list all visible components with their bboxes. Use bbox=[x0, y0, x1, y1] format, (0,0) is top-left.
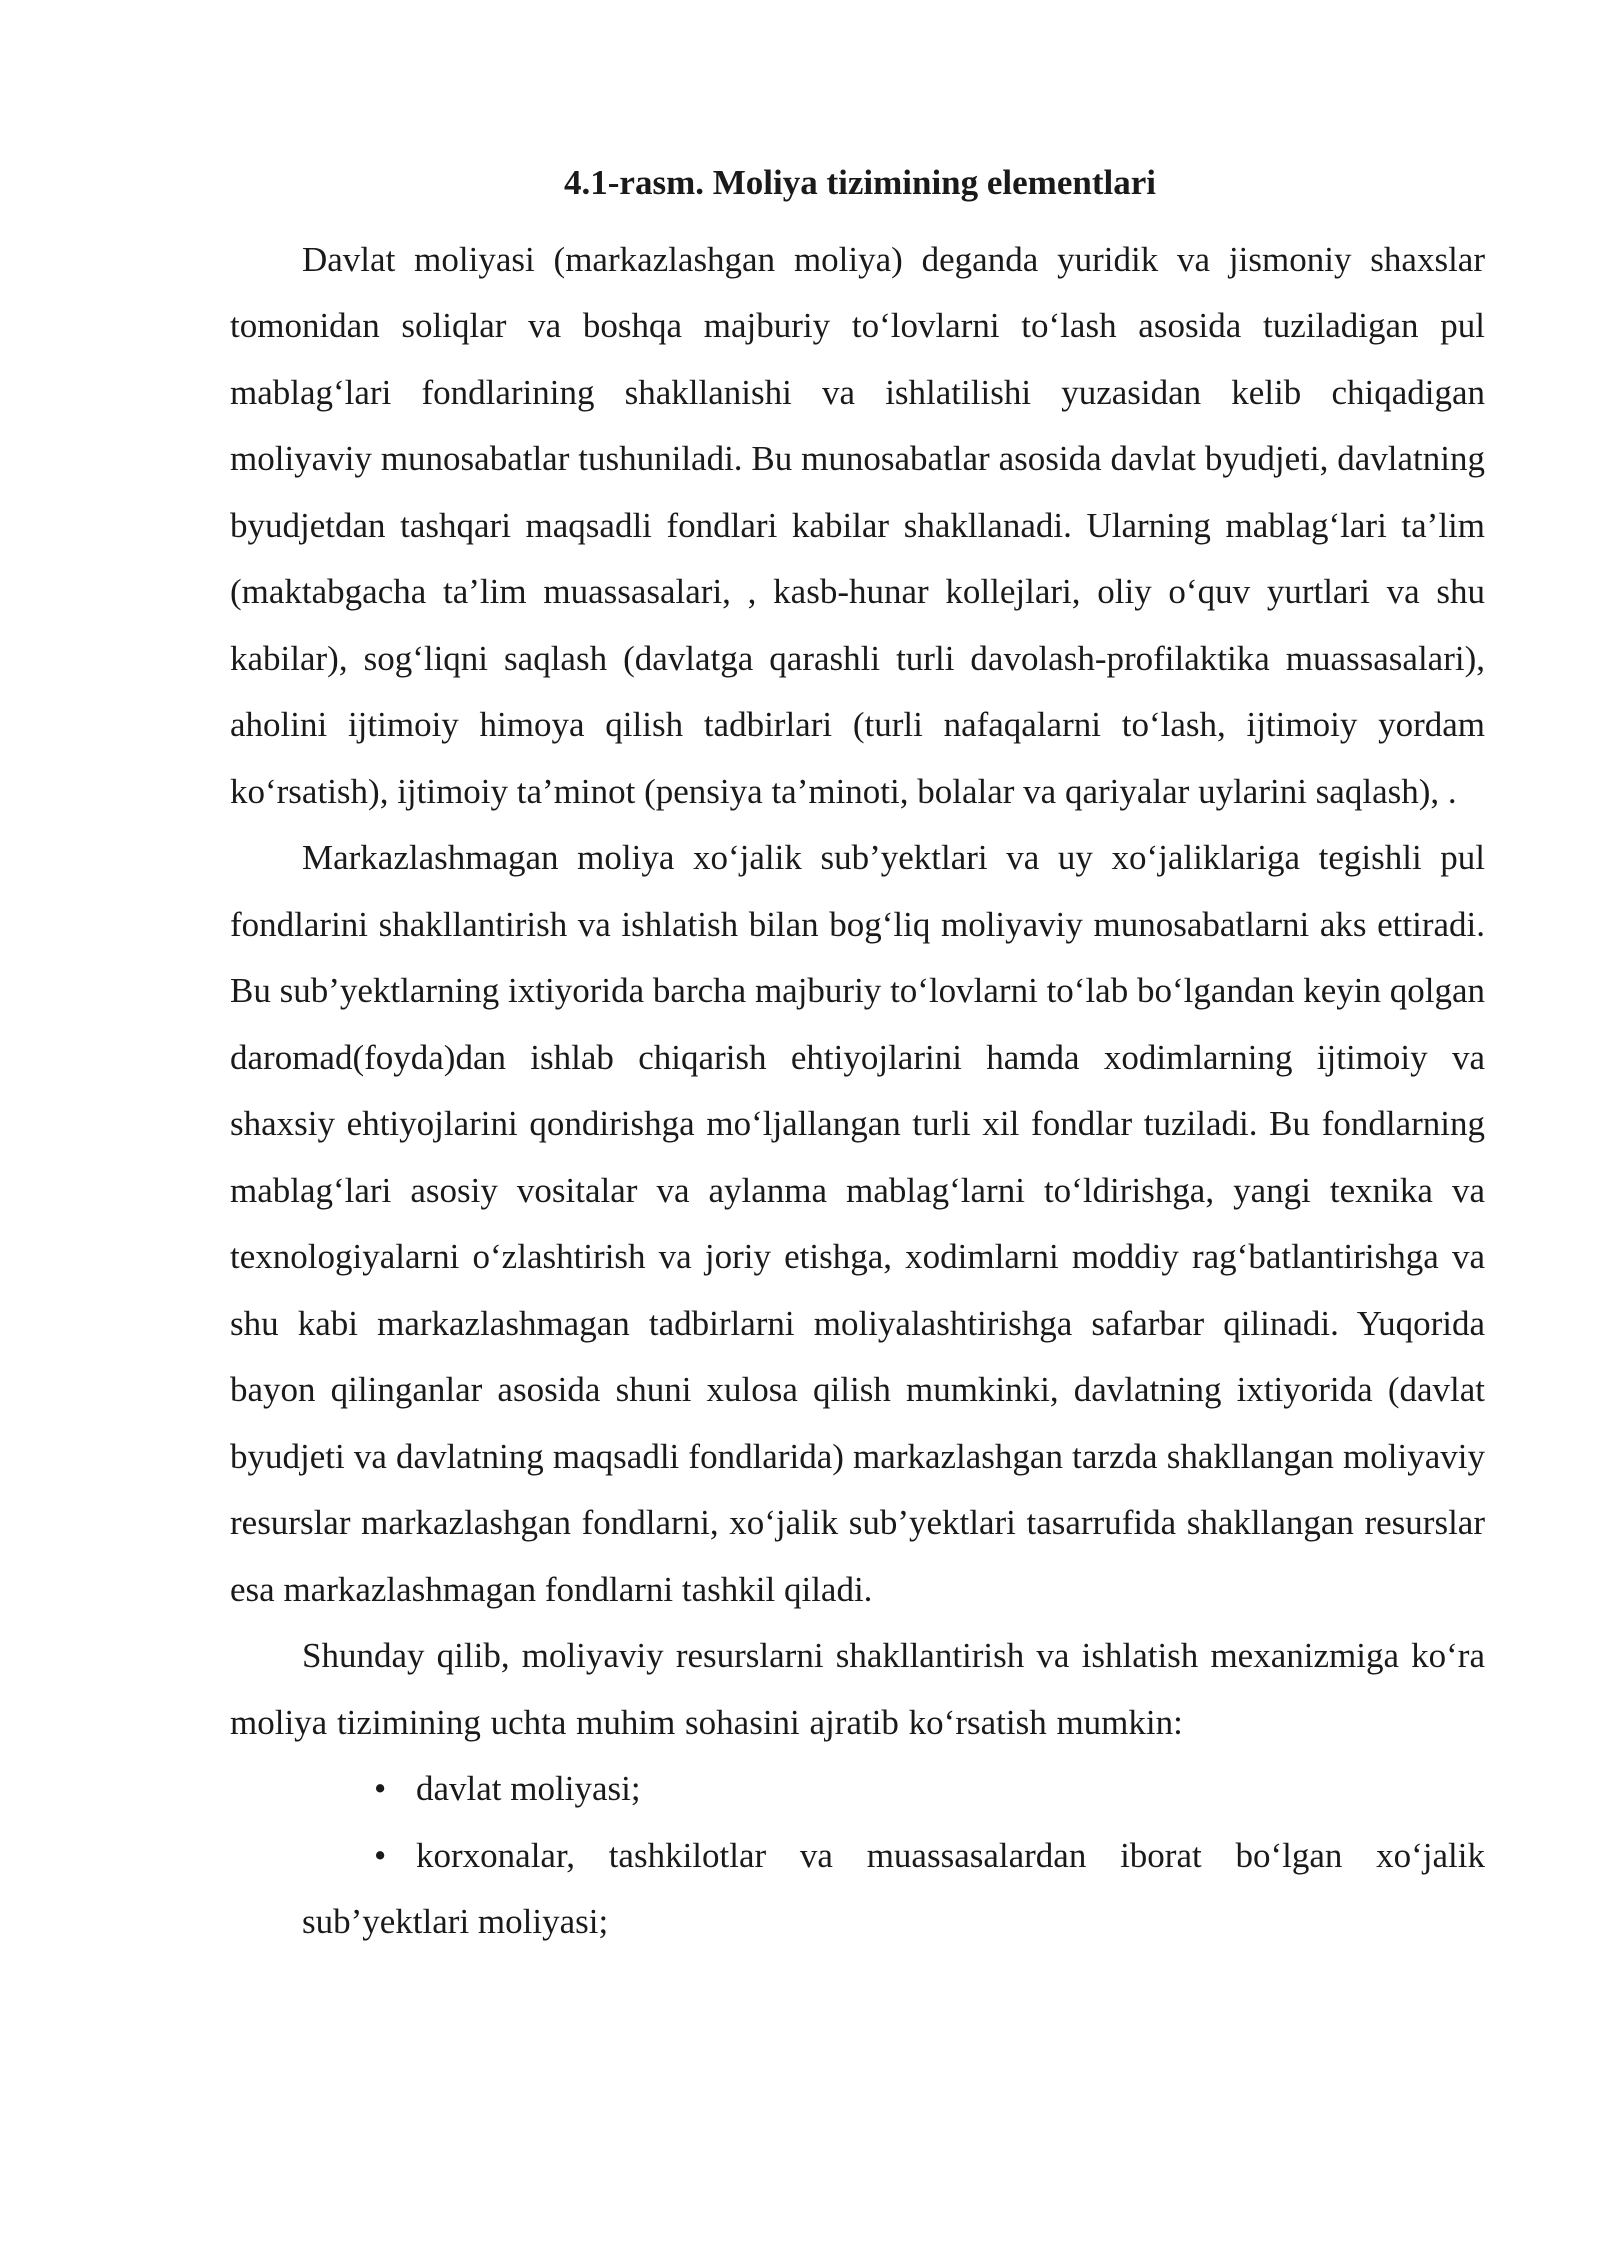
bullet-icon: • bbox=[374, 1835, 387, 1875]
paragraph-state-finance: Davlat moliyasi (markazlashgan moliya) deganda yuridik va jismoniy shaxslar tomonidan soliqlar va boshqa majburiy to‘lovlarni to‘lash asosida tuziladigan pul mablag‘lari fondlarining shakllanishi va ishlatilishi yuzasidan kelib chiqadigan moliyaviy munosabatlar tushuniladi. Bu munosabatlar asosida davlat byudjeti, davlatning byudjetdan tashqari maqsadli fondlari kabilar shakllanadi. Ularning mablag‘lari ta’lim (maktabgacha ta’lim muassasalari, , kasb-hunar kollejlari, oliy o‘quv yurtlari va shu kabilar), sog‘liqni saqlash (davlatga qarashli turli davolash-profilaktika muassasalari), aholini ijtimoiy himoya qilish tadbirlari (turli nafaqalarni to‘lash, ijtimoiy yordam ko‘rsatish), ijtimoiy ta’minot (pensiya ta’minoti, bolalar va qariyalar uylarini saqlash), . bbox=[230, 239, 1485, 811]
paragraph-decentralized-finance: Markazlashmagan moliya xo‘jalik sub’yektlari va uy xo‘jaliklariga tegishli pul fondlarini shakllantirish va ishlatish bilan bog‘liq moliyaviy munosabatlarni aks ettiradi. Bu sub’yektlarning ixtiyorida barcha majburiy to‘lovlarni to‘lab bo‘lgandan keyin qolgan daromad(foyda)dan ishlab chiqarish ehtiyojlarini hamda xodimlarning ijtimoiy va shaxsiy ehtiyojlarini qondirishga mo‘ljallangan turli xil fondlar tuziladi. Bu fondlarning mablag‘lari asosiy vositalar va aylanma mablag‘larni to‘ldirishga, yangi texnika va texnologiyalarni o‘zlashtirish va joriy etishga, xodimlarni moddiy rag‘batlantirishga va shu kabi markazlashmagan tadbirlarni moliyalashtirishga safarbar qilinadi. Yuqorida bayon qilinganlar asosida shuni xulosa qilish mumkinki, davlatning ixtiyorida (davlat byudjeti va davlatning maqsadli fondlarida) markazlashgan tarzda shakllangan moliyaviy resurslar markazlashgan fondlarni, xo‘jalik sub’yektlari tasarrufida shakllangan resurslar esa markazlashmagan fondlarni tashkil qiladi. bbox=[230, 838, 1485, 1609]
list-item bbox=[302, 1823, 1485, 1956]
finance-spheres-list bbox=[230, 1756, 1485, 1956]
list-item bbox=[302, 1756, 1485, 1823]
figure-caption: 4.1-rasm. Moliya tizimining elementlari bbox=[564, 163, 1156, 202]
paragraph-summary: Shunday qilib, moliyaviy resurslarni shakllantirish va ishlatish mexanizmiga ko‘ra moliya tizimining uchta muhim sohasini ajratib ko‘rsatish mumkin: bbox=[230, 1636, 1485, 1742]
bullet-icon: • bbox=[374, 1769, 387, 1808]
list-item-text: davlat moliyasi; bbox=[416, 1769, 641, 1808]
list-item-text: korxonalar, tashkilotlar va muassasalardan iborat bo‘lgan xo‘jalik sub’yektlari moliyasi; bbox=[302, 1835, 1485, 1941]
document-page bbox=[230, 150, 1485, 1956]
